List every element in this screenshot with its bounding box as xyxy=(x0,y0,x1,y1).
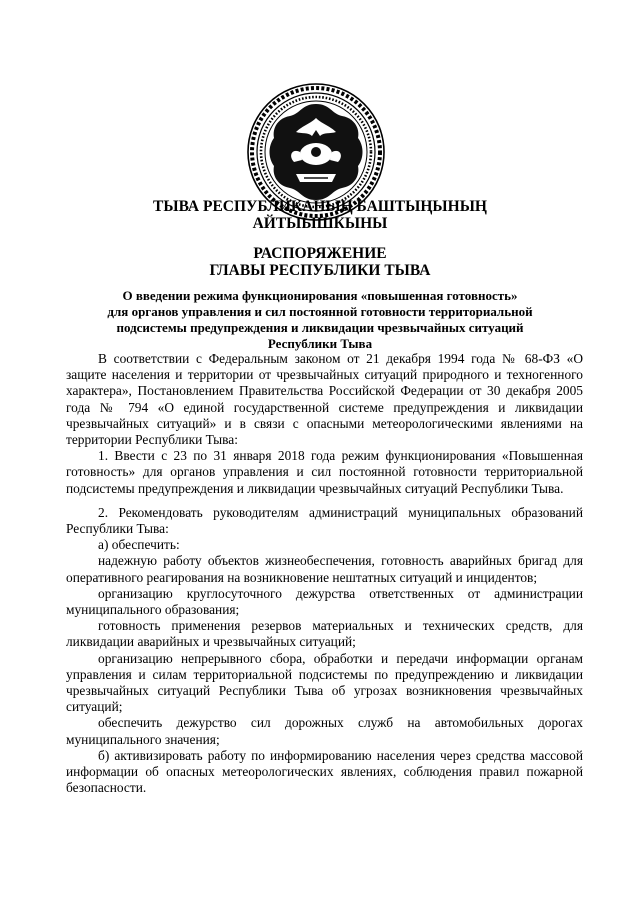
document-body xyxy=(66,351,583,796)
document-type-line: ГЛАВЫ РЕСПУБЛИКИ ТЫВА xyxy=(209,262,431,279)
document-type xyxy=(60,245,580,279)
republic-title-line: ТЫВА РЕСПУБЛИКАНЫҢ БАШТЫҢЫНЫҢ xyxy=(153,198,487,215)
republic-title-line: АЙТЫЫШКЫНЫ xyxy=(252,215,388,232)
item-2a-5-paragraph: обеспечить дежурство сил дорожных служб на автомобильных дорогах муниципального значения; xyxy=(66,715,583,747)
subject-line: О введении режима функционирования «повышенная готовность» xyxy=(122,288,518,303)
document-subject xyxy=(60,288,580,352)
item-2a-1-paragraph: надежную работу объектов жизнеобеспечения, готовность аварийных бригад для оперативного реагирования на возникновение нештатных ситуаций и инцидентов; xyxy=(66,553,583,585)
document-type-line: РАСПОРЯЖЕНИЕ xyxy=(253,245,387,262)
item-2a-3-paragraph: готовность применения резервов материальных и технических средств, для ликвидации аварийных и чрезвычайных ситуаций; xyxy=(66,618,583,650)
item-2b-paragraph: б) активизировать работу по информированию населения через средства массовой информации об опасных метеорологических явлениях, соблюдения правил пожарной безопасности. xyxy=(66,747,583,796)
item-2a-paragraph: а) обеспечить: xyxy=(98,537,180,553)
item-2a-4-paragraph: организацию непрерывного сбора, обработки и передачи информации органам управления и силам территориальной подсистемы по предупреждению и ликвидации чрезвычайных ситуаций Республики Тыва об угрозах возникновения чрезвычайных ситуаций; xyxy=(66,650,583,715)
subject-line: Республики Тыва xyxy=(267,336,373,351)
republic-title xyxy=(60,198,580,232)
preamble-paragraph: В соответствии с Федеральным законом от 21 декабря 1994 года № 68-ФЗ «О защите населения и территории от чрезвычайных ситуаций природного и техногенного характера», Постановлением Правительства Российской Федерации от 30 декабря 2005 года № 794 «О единой государственной системе предупреждения и ликвидации чрезвычайных ситуаций» и в связи с опасными метеорологическими явлениями на территории Республики Тыва: xyxy=(66,351,583,448)
item-2a-2-paragraph: организацию круглосуточного дежурства ответственных от администрации муниципального образования; xyxy=(66,585,583,618)
subject-line: для органов управления и сил постоянной готовности территориальной xyxy=(107,304,533,319)
item-2-paragraph: 2. Рекомендовать руководителям администраций муниципальных образований Республики Тыва: xyxy=(66,504,583,537)
item-1-paragraph: 1. Ввести с 23 по 31 января 2018 года режим функционирования «Повышенная готовность» для органов управления и сил постоянной готовности территориальной подсистемы предупреждения и ликвидации чрезвычайных ситуаций Республики Тыва. xyxy=(66,448,583,496)
subject-line: подсистемы предупреждения и ликвидации чрезвычайных ситуаций xyxy=(116,320,524,335)
